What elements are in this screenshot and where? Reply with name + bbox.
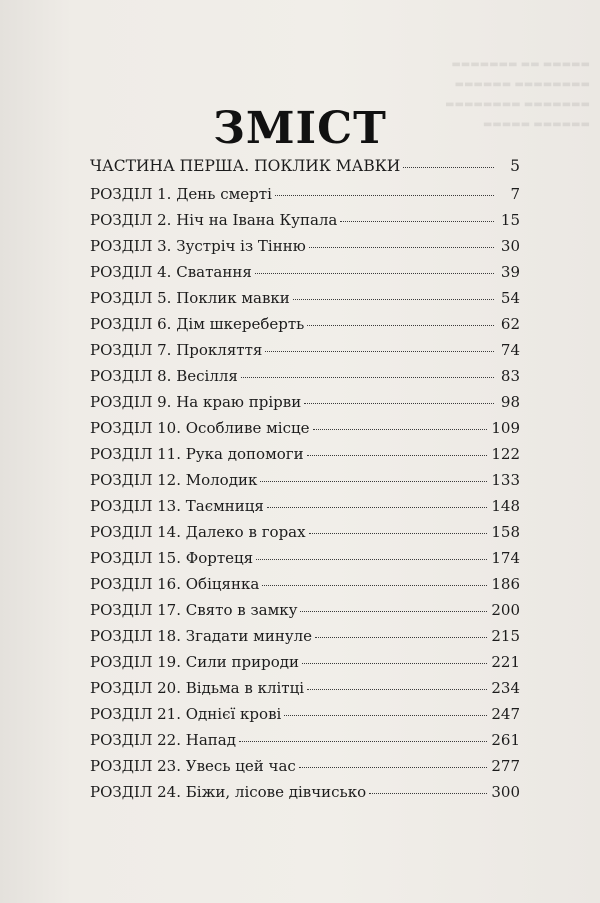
toc-chapter-page: 30 — [500, 237, 520, 255]
toc-chapter-entry — [90, 289, 520, 315]
toc-chapter-label: РОЗДІЛ 2. Ніч на Івана Купала — [90, 211, 338, 229]
toc-chapter-label: РОЗДІЛ 6. Дім шкереберть — [90, 315, 305, 333]
toc-leader-dots — [241, 377, 494, 378]
toc-chapter-page: 261 — [491, 731, 520, 749]
toc-leader-dots — [369, 793, 487, 794]
toc-leader-dots — [340, 221, 494, 222]
toc-chapter-label: РОЗДІЛ 17. Свято в замку — [90, 601, 298, 619]
toc-chapter-entry — [90, 601, 520, 627]
toc-leader-dots — [307, 455, 488, 456]
toc-chapter-page: 83 — [500, 367, 520, 385]
toc-chapter-entry — [90, 757, 520, 783]
toc-chapter-page: 277 — [491, 757, 520, 775]
toc-chapter-label: РОЗДІЛ 5. Поклик мавки — [90, 289, 290, 307]
toc-leader-dots — [256, 559, 487, 560]
toc-chapter-page: 62 — [500, 315, 520, 333]
page-title: ЗМІСТ — [213, 103, 387, 155]
toc-leader-dots — [302, 663, 487, 664]
toc-chapter-page: 98 — [500, 393, 520, 411]
toc-chapter-entry — [90, 783, 520, 809]
toc-chapter-entry — [90, 471, 520, 497]
toc-leader-dots — [299, 767, 488, 768]
toc-chapter-page: 200 — [491, 601, 520, 619]
toc-chapter-page: 39 — [500, 263, 520, 281]
toc-chapter-entry — [90, 497, 520, 523]
toc-part-label: ЧАСТИНА ПЕРША. ПОКЛИК МАВКИ — [90, 157, 401, 175]
toc-chapter-page: 74 — [500, 341, 520, 359]
toc-leader-dots — [307, 689, 487, 690]
toc-chapter-entry — [90, 263, 520, 289]
toc-chapter-label: РОЗДІЛ 11. Рука допомоги — [90, 445, 304, 463]
toc-chapter-entry — [90, 653, 520, 679]
toc-chapter-page: 54 — [500, 289, 520, 307]
toc-chapter-label: РОЗДІЛ 10. Особливе місце — [90, 419, 310, 437]
toc-leader-dots — [300, 611, 487, 612]
toc-chapter-entry — [90, 211, 520, 237]
toc-chapter-label: РОЗДІЛ 15. Фортеця — [90, 549, 254, 567]
toc-chapter-entry — [90, 185, 520, 211]
toc-chapter-entry — [90, 731, 520, 757]
toc-leader-dots — [265, 351, 494, 352]
toc-chapter-entry — [90, 627, 520, 653]
toc-chapter-label: РОЗДІЛ 22. Напад — [90, 731, 236, 749]
toc-chapter-entry — [90, 315, 520, 341]
toc-chapter-page: 221 — [491, 653, 520, 671]
toc-chapter-label: РОЗДІЛ 4. Сватання — [90, 263, 252, 281]
toc-chapter-page: 300 — [491, 783, 520, 801]
toc-chapter-page: 158 — [491, 523, 520, 541]
toc-chapter-entry — [90, 679, 520, 705]
toc-chapter-page: 7 — [510, 185, 520, 203]
toc-chapter-label: РОЗДІЛ 12. Молодик — [90, 471, 258, 489]
toc-leader-dots — [293, 299, 494, 300]
toc-chapter-page: 247 — [491, 705, 520, 723]
show-through-text: ▬▬▬▬▬ ▬▬ ▬▬▬▬▬▬▬ ▬▬▬▬▬▬▬▬ ▬▬▬▬▬▬ ▬▬▬▬▬▬▬ ▬▬▬▬▬▬▬▬ ▬▬▬▬▬▬ ▬▬▬▬▬ — [445, 59, 590, 130]
toc-leader-dots — [284, 715, 487, 716]
toc-chapter-page: 15 — [500, 211, 520, 229]
toc-leader-dots — [309, 247, 494, 248]
toc-chapter-page: 186 — [491, 575, 520, 593]
toc-chapter-label: РОЗДІЛ 18. Згадати минуле — [90, 627, 313, 645]
toc-leader-dots — [275, 195, 494, 196]
toc-chapter-page: 215 — [491, 627, 520, 645]
toc-leader-dots — [304, 403, 494, 404]
toc-chapter-label: РОЗДІЛ 3. Зустріч із Тінню — [90, 237, 306, 255]
toc-chapter-label: РОЗДІЛ 9. На краю прірви — [90, 393, 302, 411]
toc-part-page: 5 — [510, 157, 520, 175]
toc-chapter-label: РОЗДІЛ 1. День смерті — [90, 185, 272, 203]
toc-chapter-entry — [90, 549, 520, 575]
toc-chapter-entry — [90, 237, 520, 263]
toc-leader-dots — [239, 741, 487, 742]
toc-leader-dots — [309, 533, 488, 534]
toc-chapter-label: РОЗДІЛ 8. Весілля — [90, 367, 238, 385]
toc-part-entry — [90, 157, 520, 185]
toc-chapter-label: РОЗДІЛ 19. Сили природи — [90, 653, 299, 671]
toc-chapter-label: РОЗДІЛ 13. Таємниця — [90, 497, 264, 515]
toc-chapter-entry — [90, 445, 520, 471]
toc-chapter-entry — [90, 523, 520, 549]
toc-chapter-page: 122 — [491, 445, 520, 463]
toc-chapter-label: РОЗДІЛ 24. Біжи, лісове дівчисько — [90, 783, 367, 801]
toc-leader-dots — [315, 637, 487, 638]
toc-chapter-page: 174 — [491, 549, 520, 567]
toc-leader-dots — [313, 429, 488, 430]
toc-chapter-label: РОЗДІЛ 21. Однієї крові — [90, 705, 282, 723]
toc-chapter-label: РОЗДІЛ 7. Прокляття — [90, 341, 263, 359]
toc-chapter-entry — [90, 393, 520, 419]
toc-chapter-page: 133 — [491, 471, 520, 489]
toc-chapter-entry — [90, 341, 520, 367]
toc-chapter-entry — [90, 575, 520, 601]
toc-leader-dots — [255, 273, 494, 274]
toc-chapter-page: 234 — [491, 679, 520, 697]
toc-chapter-label: РОЗДІЛ 14. Далеко в горах — [90, 523, 306, 541]
toc-chapter-page: 109 — [491, 419, 520, 437]
toc-chapter-page: 148 — [491, 497, 520, 515]
toc-leader-dots — [307, 325, 494, 326]
toc-leader-dots — [260, 481, 487, 482]
toc-chapter-label: РОЗДІЛ 23. Увесь цей час — [90, 757, 296, 775]
toc-leader-dots — [267, 507, 487, 508]
toc-leader-dots — [262, 585, 487, 586]
toc-chapter-label: РОЗДІЛ 20. Відьма в клітці — [90, 679, 305, 697]
toc-leader-dots — [403, 167, 494, 168]
toc-chapter-entry — [90, 419, 520, 445]
toc-chapter-label: РОЗДІЛ 16. Обіцянка — [90, 575, 260, 593]
table-of-contents — [90, 157, 520, 809]
toc-chapter-entry — [90, 367, 520, 393]
toc-chapter-entry — [90, 705, 520, 731]
